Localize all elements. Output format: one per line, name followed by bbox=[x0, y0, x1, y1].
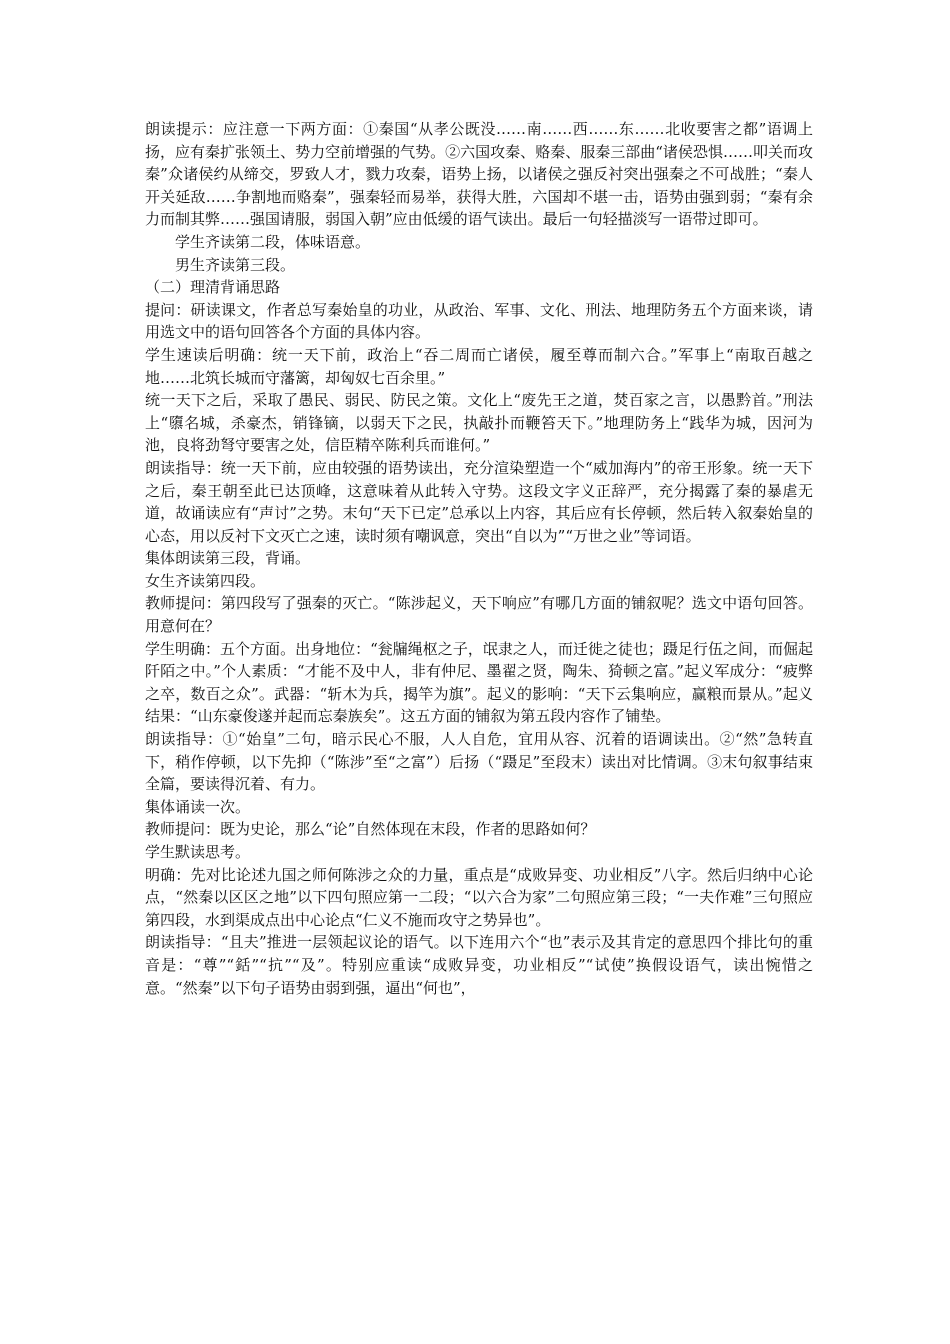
paragraph-question: 提问：研读课文，作者总写秦始皇的功业，从政治、军事、文化、刑法、地理防务五个方面来谈，请用选文中的语句回答各个方面的具体内容。 bbox=[145, 300, 813, 342]
paragraph-clarification: 明确：先对比论述九国之师何陈涉之众的力量，重点是“成败异变、功业相反”八字。然后归纳中心论点，“然秦以区区之地”以下四句照应第一二段；“以六合为家”二句照应第三段；“一夫作难”三句照应第四段，水到渠成点出中心论点“仁义不施而攻守之势异也”。 bbox=[145, 865, 813, 929]
paragraph-reading-guide-1: 朗读指导：统一天下前，应由较强的语势读出，充分渲染塑造一个“威加海内”的帝王形象。统一天下之后，秦王朝至此已达顶峰，这意味着从此转入守势。这段文字义正辞严，充分揭露了秦的暴虐无道，故诵读应有“声讨”之势。末句“天下已定”总承以上内容，其后应有长停顿，然后转入叙秦始皇的心态，用以反衬下文灭亡之速，读时须有嘲讽意，突出“自以为”“万世之业”等词语。 bbox=[145, 458, 813, 545]
paragraph-group-recite: 集体诵读一次。 bbox=[145, 797, 251, 816]
paragraph-student-answer: 学生明确：五个方面。出身地位：“瓮牖绳枢之子，氓隶之人，而迁徙之徒也；蹑足行伍之间，而倔起阡陌之中。”个人素质：“才能不及中人，非有仲尼、墨翟之贤，陶朱、猗顿之富。”起义军成分：“疲弊之卒，数百之众”。武器：“斩木为兵，揭竿为旗”。起义的影响：“天下云集响应，赢粮而景从。”起义结果：“山东豪俊遂并起而忘秦族矣”。这五方面的铺叙为第五段内容作了铺垫。 bbox=[145, 639, 813, 726]
paragraph-boys-read-third: 男生齐读第三段。 bbox=[175, 255, 296, 274]
document-body bbox=[145, 118, 813, 999]
paragraph-teacher-question-2: 教师提问：既为史论，那么“论”自然体现在末段，作者的思路如何？ bbox=[145, 820, 596, 839]
paragraph-reading-guide-3: 朗读指导：“且夫”推进一层领起议论的语气。以下连用六个“也”表示及其肯定的意思四个排比句的重音是：“尊”“銛”“抗”“及”。特别应重读“成败异变，功业相反”“试使”换假设语气，读出惋惜之意。“然秦”以下句子语势由弱到强，逼出“何也”， bbox=[145, 933, 813, 997]
paragraph-reading-tips: 朗读提示：应注意一下两方面：①秦国“从孝公既没……南……西……东……北收要害之都”语调上扬，应有秦扩张领土、势力空前增强的气势。②六国攻秦、赂秦、服秦三部曲“诸侯恐惧……叩关而攻秦”众诸侯约从缔交，罗致人才，戮力攻秦，语势上扬，以诸侯之强反衬突出强秦之不可战胜；“秦人开关延敌……争割地而赂秦”，强秦轻而易举，获得大胜，六国却不堪一击，语势由强到弱；“秦有余力而制其弊……强国请服，弱国入朝”应由低缓的语气读出。最后一句轻描淡写一语带过即可。 bbox=[145, 120, 813, 229]
paragraph-silent-reading: 学生默读思考。 bbox=[145, 843, 251, 861]
section-heading: （二）理清背诵思路 bbox=[145, 278, 281, 297]
paragraph-teacher-question-1: 教师提问：第四段写了强秦的灭亡。“陈涉起义，天下响应”有哪几方面的铺叙呢？选文中语句回答。用意何在？ bbox=[145, 594, 813, 636]
paragraph-answer-before-unification: 学生速读后明确：统一天下前，政治上“吞二周而亡诸侯，履至尊而制六合。”军事上“南取百越之地……北筑长城而守藩篱，却匈奴七百余里。” bbox=[145, 345, 813, 387]
paragraph-girls-read: 女生齐读第四段。 bbox=[145, 571, 266, 590]
paragraph-group-read: 集体朗读第三段，背诵。 bbox=[145, 549, 311, 568]
paragraph-reading-guide-2: 朗读指导：①“始皇”二句，暗示民心不服，人人自危，宜用从容、沉着的语调读出。②“然”急转直下，稍作停顿，以下先抑（“陈涉”至“之富”）后扬（“蹑足”至段末）读出对比情调。③末句叙事结束全篇，要读得沉着、有力。 bbox=[145, 730, 813, 794]
paragraph-read-second-section: 学生齐读第二段，体味语意。 bbox=[175, 232, 371, 251]
paragraph-answer-after-unification: 统一天下之后，采取了愚民、弱民、防民之策。文化上“废先王之道，焚百家之言，以愚黔首。”刑法上“隳名城，杀豪杰，销锋镝，以弱天下之民，执敲扑而鞭笞天下。”地理防务上“践华为城，因河为池，良将劲弩守要害之处，信臣精卒陈利兵而谁何。” bbox=[145, 391, 813, 455]
